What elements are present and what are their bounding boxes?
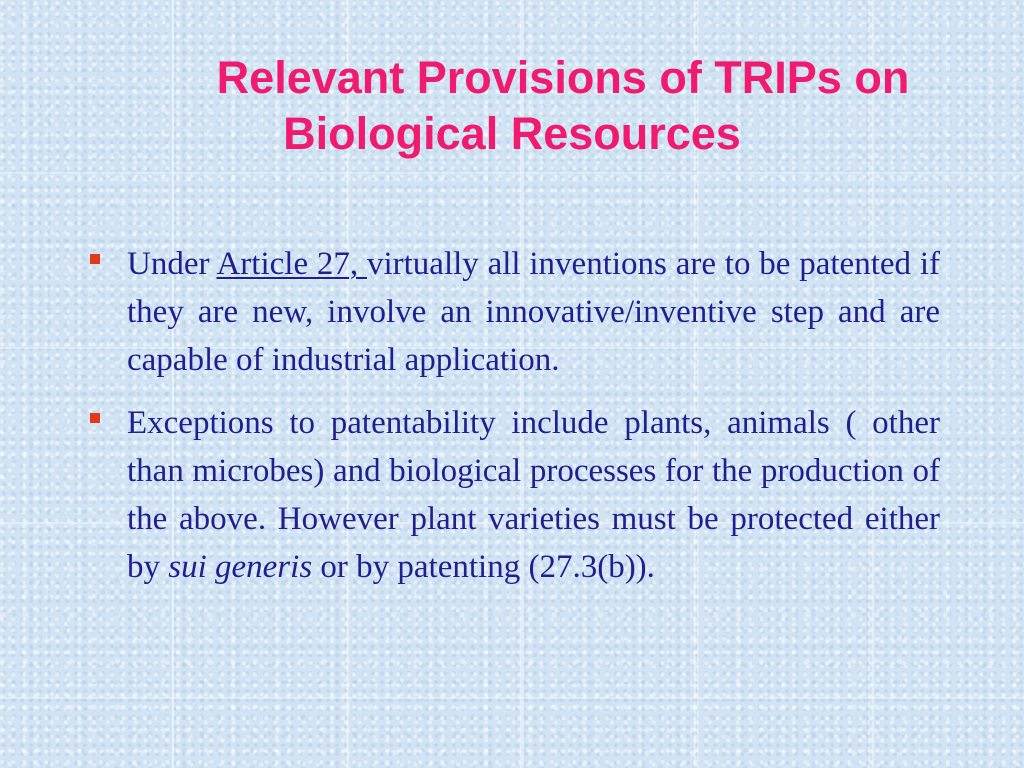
- bullet-list: [90, 240, 940, 606]
- bullet-body-text: Exceptions to patentability include plants, animals ( other than microbes) and biological processes for the production of the above. However plant varieties must be protected either by: [127, 405, 940, 585]
- background-grid-line: [0, 172, 1024, 174]
- square-bullet-icon: [90, 413, 100, 423]
- background-grid-line: [0, 697, 1024, 699]
- article-27-link[interactable]: Article 27,: [216, 246, 367, 282]
- slide-title-line-2: Biological Resources: [283, 108, 741, 159]
- bullet-item-article-27: [90, 240, 940, 384]
- slide-title-line-1: Relevant Provisions of TRIPs on: [216, 52, 910, 103]
- sui-generis-italic: sui generis: [168, 549, 313, 585]
- bullet-text: [127, 399, 940, 591]
- square-bullet-icon: [90, 254, 100, 264]
- bullet-body-text: virtually all inventions are to be patented if they are new, involve an innovative/inventive step and are capable of industrial application.: [127, 246, 940, 378]
- bullet-item-exceptions: [90, 399, 940, 591]
- slide-title: [100, 50, 924, 162]
- bullet-intro-text: Under: [127, 246, 217, 282]
- bullet-body-text-end: or by patenting (27.3(b)).: [312, 549, 655, 585]
- bullet-text: [127, 240, 940, 384]
